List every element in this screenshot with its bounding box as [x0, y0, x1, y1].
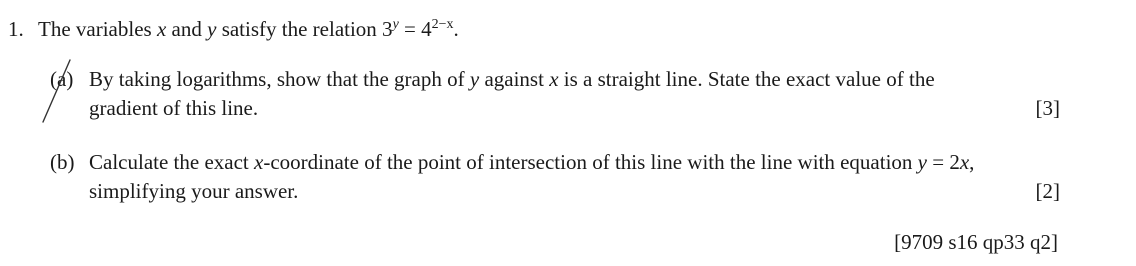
stem-text: satisfy the relation 3: [216, 17, 393, 41]
var-y: y: [469, 67, 480, 91]
text: By taking logarithms, show that the graph of: [89, 67, 470, 91]
exponent-2-minus-x: [432, 17, 454, 32]
part-a-line1: [89, 67, 935, 92]
var-x: x: [549, 67, 559, 91]
part-a-marks: [3]: [1035, 96, 1060, 120]
stem-text: The variables: [38, 17, 157, 41]
text: ,: [969, 150, 975, 174]
question-stem: [8, 17, 459, 42]
part-b-line1: [89, 150, 974, 175]
var-y: y: [207, 17, 217, 41]
part-b-marks: [2]: [1035, 179, 1060, 203]
text: Calculate the exact: [89, 150, 254, 174]
exponent-y: y: [392, 17, 399, 32]
exponent-text: 2−x: [431, 17, 454, 32]
part-b-label: (b): [50, 150, 75, 174]
var-x: x: [254, 150, 264, 174]
part-b-line2: simplifying your answer.: [89, 179, 299, 203]
part-a-label: (a): [50, 67, 74, 91]
text: against: [479, 67, 550, 91]
var-x: x: [156, 17, 167, 41]
part-a-line2: gradient of this line.: [89, 96, 259, 120]
text: is a straight line. State the exact value of the: [558, 67, 935, 91]
text: = 2: [927, 150, 960, 174]
stem-text: .: [453, 17, 459, 41]
var-x: x: [959, 150, 970, 174]
var-y: y: [917, 150, 927, 174]
stem-text: = 4: [398, 17, 432, 41]
source-reference: [9709 s16 qp33 q2]: [894, 230, 1058, 254]
text: -coordinate of the point of intersection of this line with the line with equation: [263, 150, 918, 174]
question-number: 1.: [8, 17, 24, 41]
stem-text: and: [166, 17, 208, 41]
